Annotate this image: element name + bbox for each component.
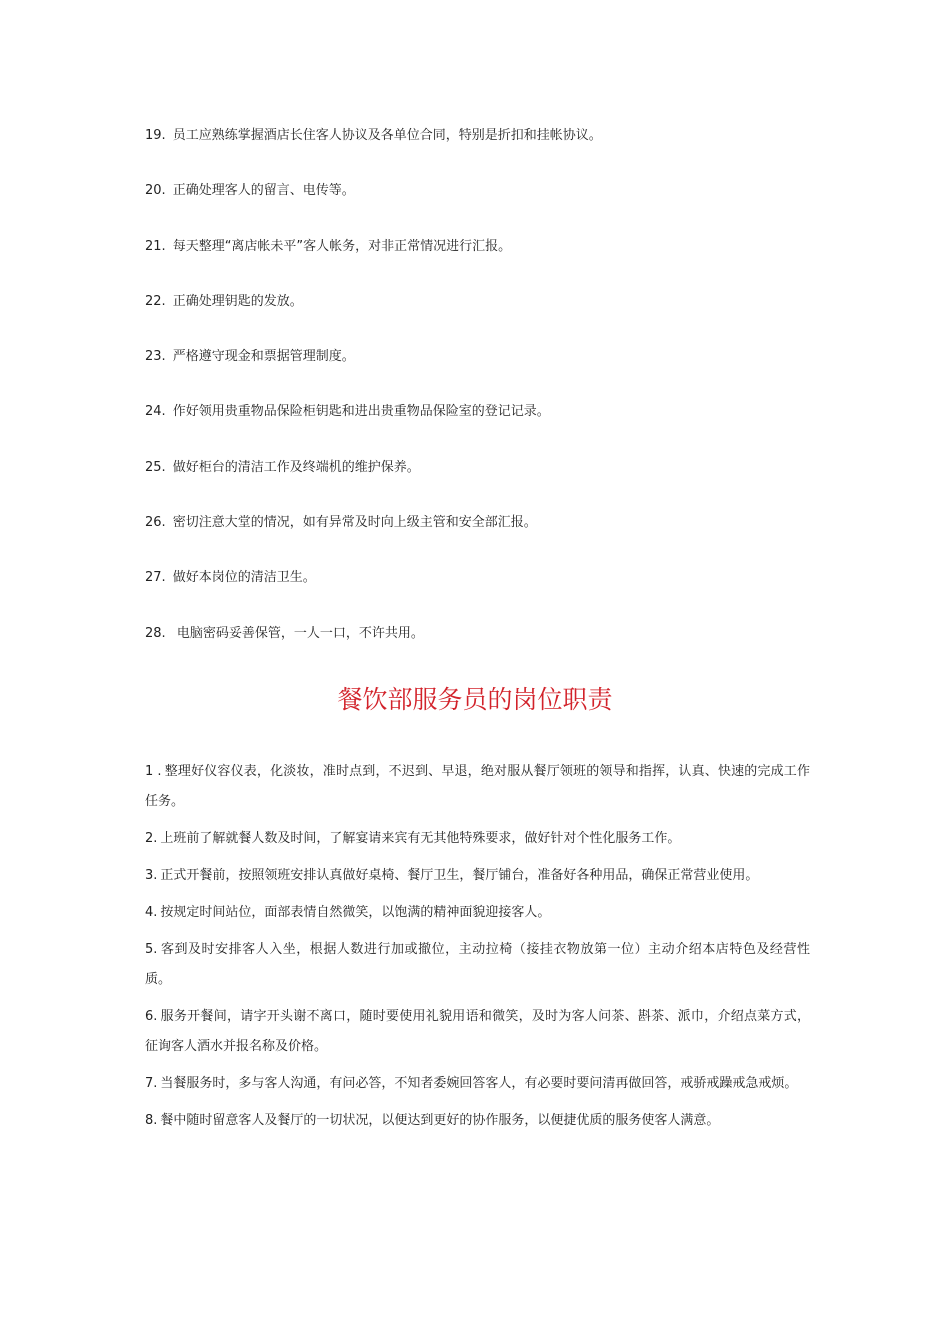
list-item [145, 126, 825, 181]
front-desk-duties-list [145, 126, 825, 679]
item-number: 26. [145, 515, 166, 531]
item-text: 当餐服务时，多与客人沟通，有问必答，不知者委婉回答客人，有必要时要问清再做回答，戒骄戒躁戒急戒烦。 [160, 1076, 798, 1091]
item-text: 正确处理钥匙的发放。 [172, 293, 303, 309]
item-number: 22. [145, 293, 166, 309]
item-number: 8. [145, 1113, 158, 1128]
item-text: 上班前了解就餐人数及时间，了解宴请来宾有无其他特殊要求，做好针对个性化服务工作。 [160, 831, 681, 846]
list-item [145, 513, 825, 568]
list-item [145, 402, 825, 457]
list-item [145, 568, 825, 623]
item-number: 7. [145, 1076, 158, 1091]
item-text: 整理好仪容仪表，化淡妆，准时点到，不迟到、早退，绝对服从餐厅领班的领导和指挥，认真、快速的完成工作任务。 [145, 764, 810, 809]
item-text: 员工应熟练掌握酒店长住客人协议及各单位合同，特别是折扣和挂帐协议。 [172, 128, 602, 143]
item-text: 正式开餐前，按照领班安排认真做好桌椅、餐厅卫生，餐厅铺台，准备好各种用品，确保正常营业使用。 [160, 868, 759, 883]
item-number: 28. [145, 625, 166, 641]
list-item [145, 292, 825, 347]
section-title: 餐饮部服务员的岗位职责 [337, 685, 613, 714]
list-item [145, 1106, 810, 1136]
item-text: 服务开餐间，请字开头谢不离口，随时要使用礼貌用语和微笑，及时为客人问茶、斟茶、派巾，介绍点菜方式，征询客人酒水并报名称及价格。 [145, 1009, 810, 1054]
list-item [145, 824, 810, 854]
item-number: 25. [145, 459, 166, 475]
list-item [145, 757, 810, 817]
waiter-duties-list [145, 757, 810, 1143]
item-number: 24. [145, 404, 166, 420]
item-number: 6. [145, 1009, 158, 1024]
list-item [145, 1002, 810, 1062]
item-number: 1 . [145, 764, 162, 779]
item-number: 21. [145, 238, 166, 254]
list-item [145, 898, 810, 928]
item-text: 按规定时间站位，面部表情自然微笑，以饱满的精神面貌迎接客人。 [160, 905, 551, 920]
list-item [145, 347, 825, 402]
list-item [145, 861, 810, 891]
item-number: 19. [145, 128, 166, 143]
list-item [145, 1069, 810, 1099]
item-number: 20. [145, 183, 166, 199]
list-item [145, 181, 825, 236]
item-text: 密切注意大堂的情况，如有异常及时向上级主管和安全部汇报。 [172, 515, 537, 531]
item-text: 做好本岗位的清洁卫生。 [172, 570, 316, 586]
item-text: 客到及时安排客人入坐，根据人数进行加或撤位，主动拉椅（接挂衣物放第一位）主动介绍本店特色及经营性质。 [145, 942, 810, 987]
item-number: 4. [145, 905, 158, 920]
item-number: 23. [145, 349, 166, 365]
item-number: 27. [145, 570, 166, 586]
list-item [145, 237, 825, 292]
item-text: 严格遵守现金和票据管理制度。 [172, 349, 355, 365]
item-number: 5. [145, 942, 158, 957]
list-item [145, 458, 825, 513]
item-text: 做好柜台的清洁工作及终端机的维护保养。 [172, 459, 420, 475]
item-number: 3. [145, 868, 158, 883]
list-item [145, 624, 825, 679]
item-text: 每天整理“离店帐未平”客人帐务，对非正常情况进行汇报。 [172, 238, 512, 254]
list-item [145, 935, 810, 995]
item-text: 电脑密码妥善保管，一人一口，不许共用。 [172, 625, 424, 641]
item-text: 作好领用贵重物品保险柜钥匙和进出贵重物品保险室的登记记录。 [172, 404, 550, 420]
item-number: 2. [145, 831, 158, 846]
item-text: 餐中随时留意客人及餐厅的一切状况，以便达到更好的协作服务，以便捷优质的服务使客人满意。 [160, 1113, 720, 1128]
item-text: 正确处理客人的留言、电传等。 [172, 183, 355, 199]
